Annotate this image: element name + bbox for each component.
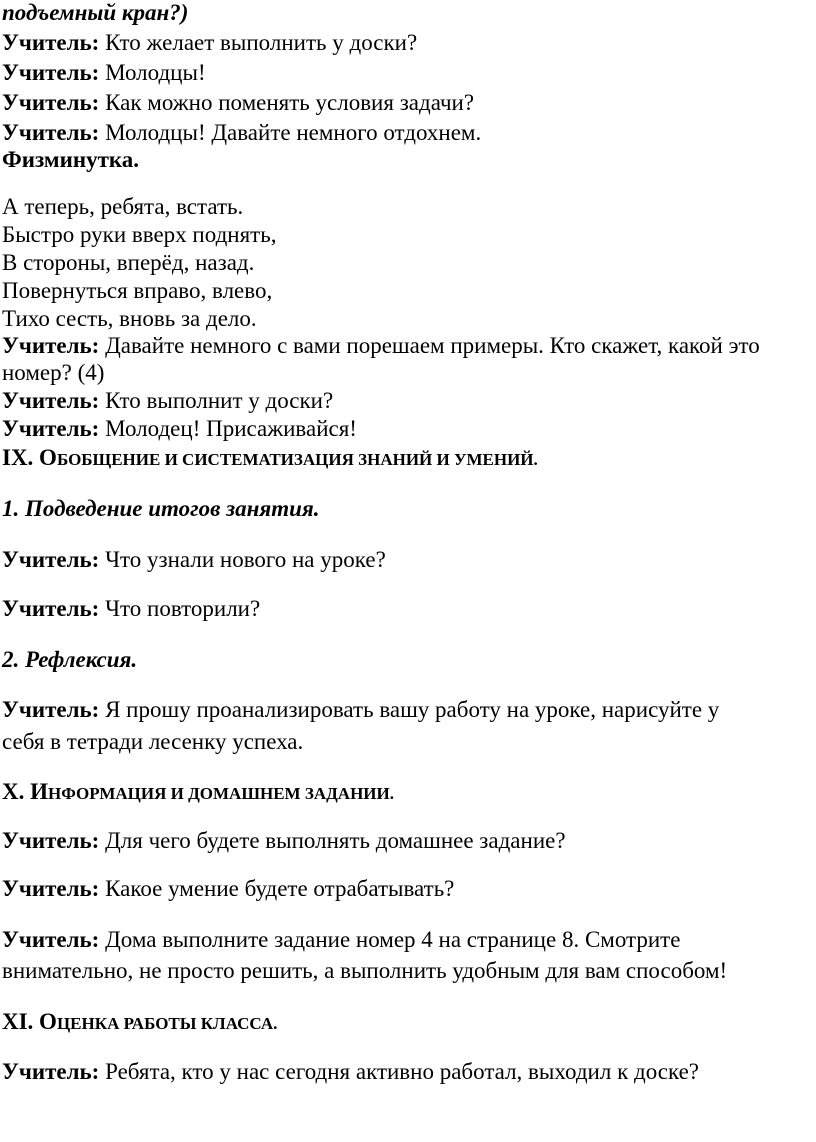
dialogue-continuation: внимательно, не просто решить, а выполнить удобным для вам способом! <box>2 958 728 983</box>
heading-rest: НФОРМАЦИЯ И ДОМАШНЕМ ЗАДАНИИ. <box>48 784 394 803</box>
dialogue-text: Для чего будете выполнять домашнее задание? <box>105 828 566 853</box>
poem-line: Повернуться вправо, влево, <box>2 278 273 303</box>
speaker-label: Учитель: <box>2 30 100 55</box>
speaker-label: Учитель: <box>2 90 100 115</box>
speaker-label: Учитель: <box>2 416 100 441</box>
dialogue-line <box>2 28 417 58</box>
speaker-label: Учитель: <box>2 1059 100 1084</box>
dialogue-line <box>2 386 333 416</box>
subheading-reflection: 2. Рефлексия. <box>2 647 138 672</box>
speaker-label: Учитель: <box>2 876 100 901</box>
dialogue-text: Ребята, кто у нас сегодня активно работал, выходил к доске? <box>105 1059 699 1084</box>
speaker-label: Учитель: <box>2 547 100 572</box>
poem-line: Тихо сесть, вновь за дело. <box>2 306 257 331</box>
dialogue-line <box>2 58 206 88</box>
heading-lead: IX. О <box>2 445 57 470</box>
dialogue-text: Я прошу проанализировать вашу работу на уроке, нарисуйте у <box>105 697 720 722</box>
physical-break-title: Физминутка. <box>2 147 140 172</box>
speaker-label: Учитель: <box>2 596 100 621</box>
dialogue-text: Как можно поменять условия задачи? <box>105 90 475 115</box>
section-heading-xi <box>2 1007 277 1039</box>
poem-line: В стороны, вперёд, назад. <box>2 250 255 275</box>
speaker-label: Учитель: <box>2 120 100 145</box>
dialogue-line <box>2 414 357 444</box>
dialogue-text: Дома выполните задание номер 4 на странице 8. Смотрите <box>105 927 681 952</box>
dialogue-line <box>2 925 680 955</box>
heading-rest: ЦЕНКА РАБОТЫ КЛАССА. <box>56 1014 278 1033</box>
dialogue-text: Молодцы! <box>105 60 206 85</box>
speaker-label: Учитель: <box>2 697 100 722</box>
dialogue-text: Что повторили? <box>105 596 261 621</box>
heading-lead: X. И <box>2 779 48 804</box>
dialogue-text: Какое умение будете отрабатывать? <box>105 876 455 901</box>
poem-line: Быстро руки вверх поднять, <box>2 222 277 247</box>
dialogue-text: Молодцы! Давайте немного отдохнем. <box>105 120 482 145</box>
speaker-label: Учитель: <box>2 333 100 358</box>
dialogue-line <box>2 1057 699 1087</box>
dialogue-line <box>2 594 260 624</box>
section-heading-x <box>2 777 394 809</box>
dialogue-line <box>2 331 760 361</box>
dialogue-text: Что узнали нового на уроке? <box>105 547 386 572</box>
dialogue-continuation: себя в тетради лесенку успеха. <box>2 729 304 754</box>
dialogue-text: Молодец! Присаживайся! <box>105 416 357 441</box>
speaker-label: Учитель: <box>2 60 100 85</box>
heading-rest: БОБЩЕНИЕ И СИСТЕМАТИЗАЦИЯ ЗНАНИЙ И УМЕНИЙ. <box>56 450 538 469</box>
dialogue-line <box>2 695 719 725</box>
dialogue-line <box>2 545 386 575</box>
dialogue-line <box>2 118 481 148</box>
speaker-label: Учитель: <box>2 388 100 413</box>
subheading-summary: 1. Подведение итогов занятия. <box>2 496 320 521</box>
dialogue-line <box>2 826 566 856</box>
heading-lead: XI. О <box>2 1009 57 1034</box>
dialogue-text: Кто желает выполнить у доски? <box>105 30 418 55</box>
speaker-label: Учитель: <box>2 927 100 952</box>
dialogue-line <box>2 874 454 904</box>
dialogue-line <box>2 88 474 118</box>
dialogue-text: Давайте немного с вами порешаем примеры. Кто скажет, какой это <box>105 333 760 358</box>
dialogue-text: Кто выполнит у доски? <box>105 388 334 413</box>
speaker-label: Учитель: <box>2 828 100 853</box>
poem-line: А теперь, ребята, встать. <box>2 194 244 219</box>
intro-fragment: подъемный кран?) <box>2 0 189 25</box>
dialogue-continuation: номер? (4) <box>2 360 105 385</box>
section-heading-ix <box>2 443 538 475</box>
